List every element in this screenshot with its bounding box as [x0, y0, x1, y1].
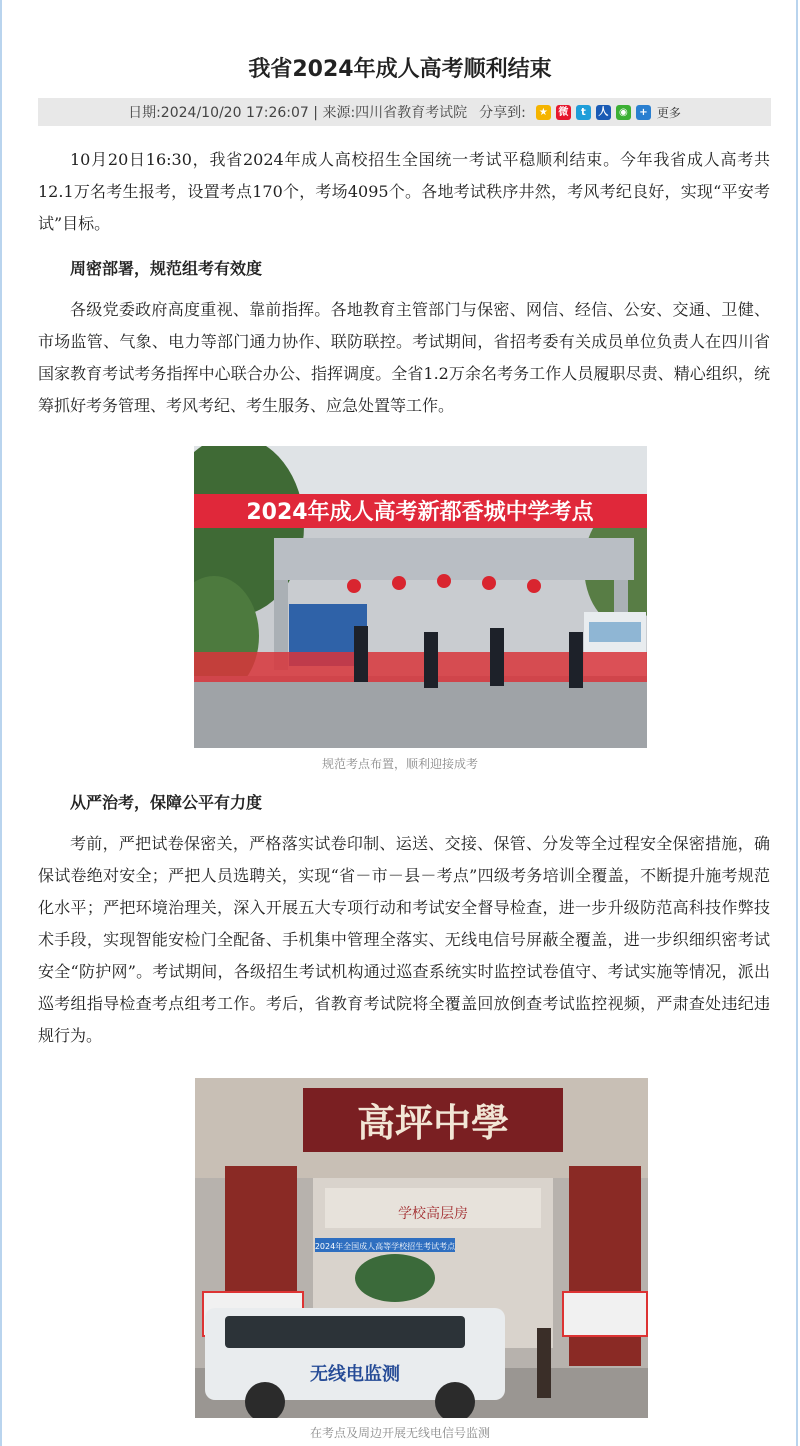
photo1-banner-text: 2024年成人高考新都香城中学考点 — [246, 500, 594, 525]
article-title: 我省2024年成人高考顺利结束 — [248, 57, 552, 82]
tencent-weibo-icon[interactable]: t — [576, 105, 591, 120]
photo2-caption: 在考点及周边开展无线电信号监测 — [309, 1426, 490, 1440]
paragraph-deployment: 各级党委政府高度重视、靠前指挥。各地教育主管部门与保密、网信、经信、公安、交通、卫健、市场监管、气象、电力等部门通力协作、联防联控。考试期间，省招考委有关成员单位负责人在四川省国家教育考试考务指挥中心联合办公、指挥调度。全省1.2万余名考务工作人员履职尽责、精心组织，统筹抓好考务管理、考风考纪、考生服务、应急处置等工作。 — [38, 300, 770, 415]
share-label: 分享到: — [479, 105, 526, 121]
paragraph-intro: 10月20日16:30，我省2024年成人高校招生全国统一考试平稳顺利结束。今年我省成人高考共12.1万名考生报考，设置考点170个，考场4095个。各地考试秩序井然，考风考纪良好，实现“平安考试”目标。 — [38, 150, 770, 233]
exam-site-entrance-image — [194, 446, 647, 748]
renren-icon[interactable]: 人 — [596, 105, 611, 120]
photo2-inner-banner: 2024年全国成人高等学校招生考试考点 — [314, 1242, 456, 1251]
paragraph-strict-exam: 考前，严把试卷保密关，严格落实试卷印制、运送、交接、保管、分发等全过程安全保密措施，确保试卷绝对安全；严把人员选聘关，实现“省－市－县－考点”四级考务培训全覆盖，不断提升施考规范化水平；严把环境治理关，深入开展五大专项行动和考试安全督导检查，进一步升级防范高科技作弊技术手段，实现智能安检门全配备、手机集中管理全落实、无线电信号屏蔽全覆盖，进一步织细织密考试安全“防护网”。考试期间，各级招生考试机构通过巡查系统实时监控试卷值守、考试实施等情况，派出巡考组指导检查考点组考工作。考后，省教育考试院将全覆盖回放倒查考试监控视频，严肃查处违纪违规行为。 — [38, 834, 770, 1045]
article-meta-text: 日期:2024/10/20 17:26:07 | 来源:四川省教育考试院 — [128, 105, 468, 121]
photo-radio-monitoring — [195, 1078, 648, 1418]
share-more-link[interactable]: 更多 — [656, 105, 681, 120]
photo2-inner-sign: 学校高层房 — [398, 1206, 468, 1222]
photo1-caption: 规范考点布置，顺利迎接成考 — [321, 757, 478, 771]
qzone-icon[interactable]: ★ — [536, 105, 551, 120]
photo2-gate-text: 高坪中學 — [356, 1100, 510, 1145]
more-plus-icon[interactable]: + — [636, 105, 651, 120]
radio-monitoring-image — [195, 1078, 648, 1418]
weibo-icon[interactable]: 微 — [556, 105, 571, 120]
photo-exam-site-entrance — [194, 446, 647, 748]
photo2-van-text: 无线电监测 — [310, 1364, 400, 1385]
section-heading-1: 周密部署，规范组考有效度 — [70, 259, 263, 278]
share-icons — [536, 104, 681, 121]
article-meta-bar — [38, 98, 771, 126]
section-heading-2: 从严治考，保障公平有力度 — [70, 793, 263, 812]
wechat-icon[interactable]: ◉ — [616, 105, 631, 120]
